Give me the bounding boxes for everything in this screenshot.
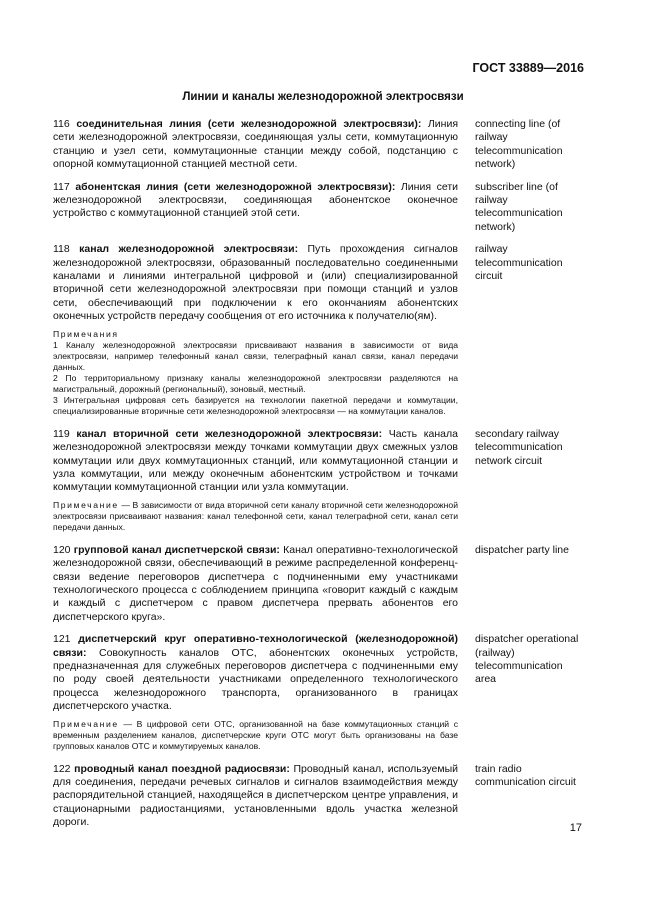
term-definition [53, 428, 458, 495]
term-definition [53, 633, 458, 713]
term-definition [53, 118, 458, 172]
note-label: Примечание [53, 499, 119, 510]
standard-designation: ГОСТ 33889—2016 [472, 61, 584, 75]
term-entry-120 [53, 544, 585, 624]
definition-text: Часть канала железнодорожной электросвязи между точками коммутации двух смежных узлов коммутации или двух коммутационных станций, или коммутационной станции и узла коммутации, или между оконечным абонентским устройством и точками коммутации коммутационной станции или узла коммутации. [53, 427, 458, 494]
definition-text: Совокупность каналов ОТС, абонентских оконечных устройств, предназначенная для служебных переговоров диспетчера с подчиненными ему по роду своей деятельности участниками определенного технологического процесса железнодорожного транспорта, организованного в границах диспетчерского участка. [53, 646, 458, 713]
section-title: Линии и каналы железнодорожной электросвязи [182, 91, 464, 103]
term-entry-118 [53, 243, 585, 323]
term-entry-117 [53, 181, 585, 235]
note-block-118 [53, 329, 458, 417]
note-label: Примечание [53, 718, 119, 729]
english-equivalent: railway telecommunication circuit [475, 243, 563, 283]
term-number: 121 [53, 633, 71, 646]
term-number: 119 [53, 427, 70, 440]
page-number: 17 [569, 822, 582, 834]
note-item: 3 Интегральная цифровая сеть базируется на технологии пакетной передачи и коммутации, специализированные вторичные сети железнодорожной электросвязи — на коммутации каналов. [53, 394, 458, 416]
english-equivalent: subscriber line (of railway telecommunication network) [475, 180, 563, 233]
definition-text: Канал оперативно-технологической железнодорожной связи, обеспечивающий в режиме распределенной конференц-связи ведение переговоров диспетчера с подчиненными ему участниками технологического процесса с соблюдением принципа «говорит каждый с каждым и каждый с диспетчером с правом диспетчера прервать абонентов его диспетчерского круга». [53, 543, 459, 623]
term-definition [53, 243, 458, 323]
note-item: 2 По территориальному признаку каналы железнодорожной электросвязи разделяются на магистральный, дорожный (региональный), зоновый, местный. [53, 372, 458, 394]
note-text [53, 719, 458, 752]
term-name: канал вторичной сети железнодорожной электросвязи: [76, 427, 383, 440]
term-name: групповой канал диспетчерской связи: [73, 543, 280, 556]
term-entry-121 [53, 633, 585, 713]
term-number: 120 [53, 543, 71, 556]
term-name: канал железнодорожной электросвязи: [79, 243, 299, 256]
term-entry-116 [53, 118, 585, 172]
term-definition [53, 181, 458, 235]
note-heading: Примечания [53, 328, 119, 339]
term-name: проводный канал поездной радиосвязи: [74, 762, 290, 775]
term-number: 116 [53, 118, 70, 130]
definition-text: Путь прохождения сигналов железнодорожной электросвязи, образованный последовательно соединенными каналами и линиями интегральной цифровой и (или) специализированной вторичной сети железнодорожной электросвязи при помощи станций и узлов сети, обеспечивающий при подключении к его окончаниям абонентских оконечных устройств передачу сообщения от его источника к получателю(ям). [53, 243, 458, 323]
term-name: диспетчерский круг оперативно-технологической (железнодорожной) связи: [53, 633, 458, 659]
term-number: 118 [53, 243, 70, 256]
term-definition [53, 763, 458, 830]
term-entries [53, 118, 585, 839]
term-name: абонентская линия (сети железнодорожной электросвязи): [75, 180, 396, 193]
note-block-119 [53, 500, 458, 533]
definition-text: Линия сети железнодорожной электросвязи, соединяющая абонентское оконечное устройство с коммутационной станцией этой сети. [53, 180, 458, 220]
english-equivalent: connecting line (of railway telecommunication network) [475, 118, 563, 171]
english-equivalent: secondary railway telecommunication network circuit [475, 427, 563, 467]
english-equivalent: train radio communication circuit [475, 762, 576, 788]
term-number: 117 [53, 180, 70, 193]
english-equivalent: dispatcher operational (railway) telecommunication area [475, 633, 579, 686]
definition-text: Линия сети железнодорожной электросвязи, соединяющая узлы сети, коммутационную станцию и узел сети, коммутационные станции между собой, подстанцию с опорной коммутационной станцией местной сети. [53, 118, 459, 171]
term-entry-119 [53, 428, 585, 495]
term-entry-122 [53, 763, 585, 830]
note-block-121 [53, 719, 458, 752]
note-item: 1 Каналу железнодорожной электросвязи присваивают названия в зависимости от вида электросвязи, например телефонный канал связи, телеграфный канал связи, канал передачи данных. [53, 339, 458, 372]
term-name: соединительная линия (сети железнодорожной электросвязи): [76, 118, 422, 130]
term-number: 122 [53, 762, 71, 775]
note-body: — В зависимости от вида вторичной сети каналу вторичной сети железнодорожной электросвязи присваивают названия: канал телефонной сети, канал телеграфной сети, канал сети передачи данных. [53, 499, 458, 532]
term-definition [53, 544, 458, 624]
definition-text: Проводный канал, используемый для соединения, передачи речевых сигналов и сигналов взаимодействия между распорядительной станцией, находящейся в диспетчерском центре управления, и стационарными радиостанциями, установленными вдоль участка железной дороги. [53, 762, 458, 829]
note-body: — В цифровой сети ОТС, организованной на базе коммутационных станций с временным разделением каналов, диспетчерские круги ОТС могут быть организованы на базе групповых каналов ОТС и коммутируемых каналов. [53, 718, 459, 751]
note-text [53, 500, 458, 533]
english-equivalent: dispatcher party line [475, 543, 569, 556]
